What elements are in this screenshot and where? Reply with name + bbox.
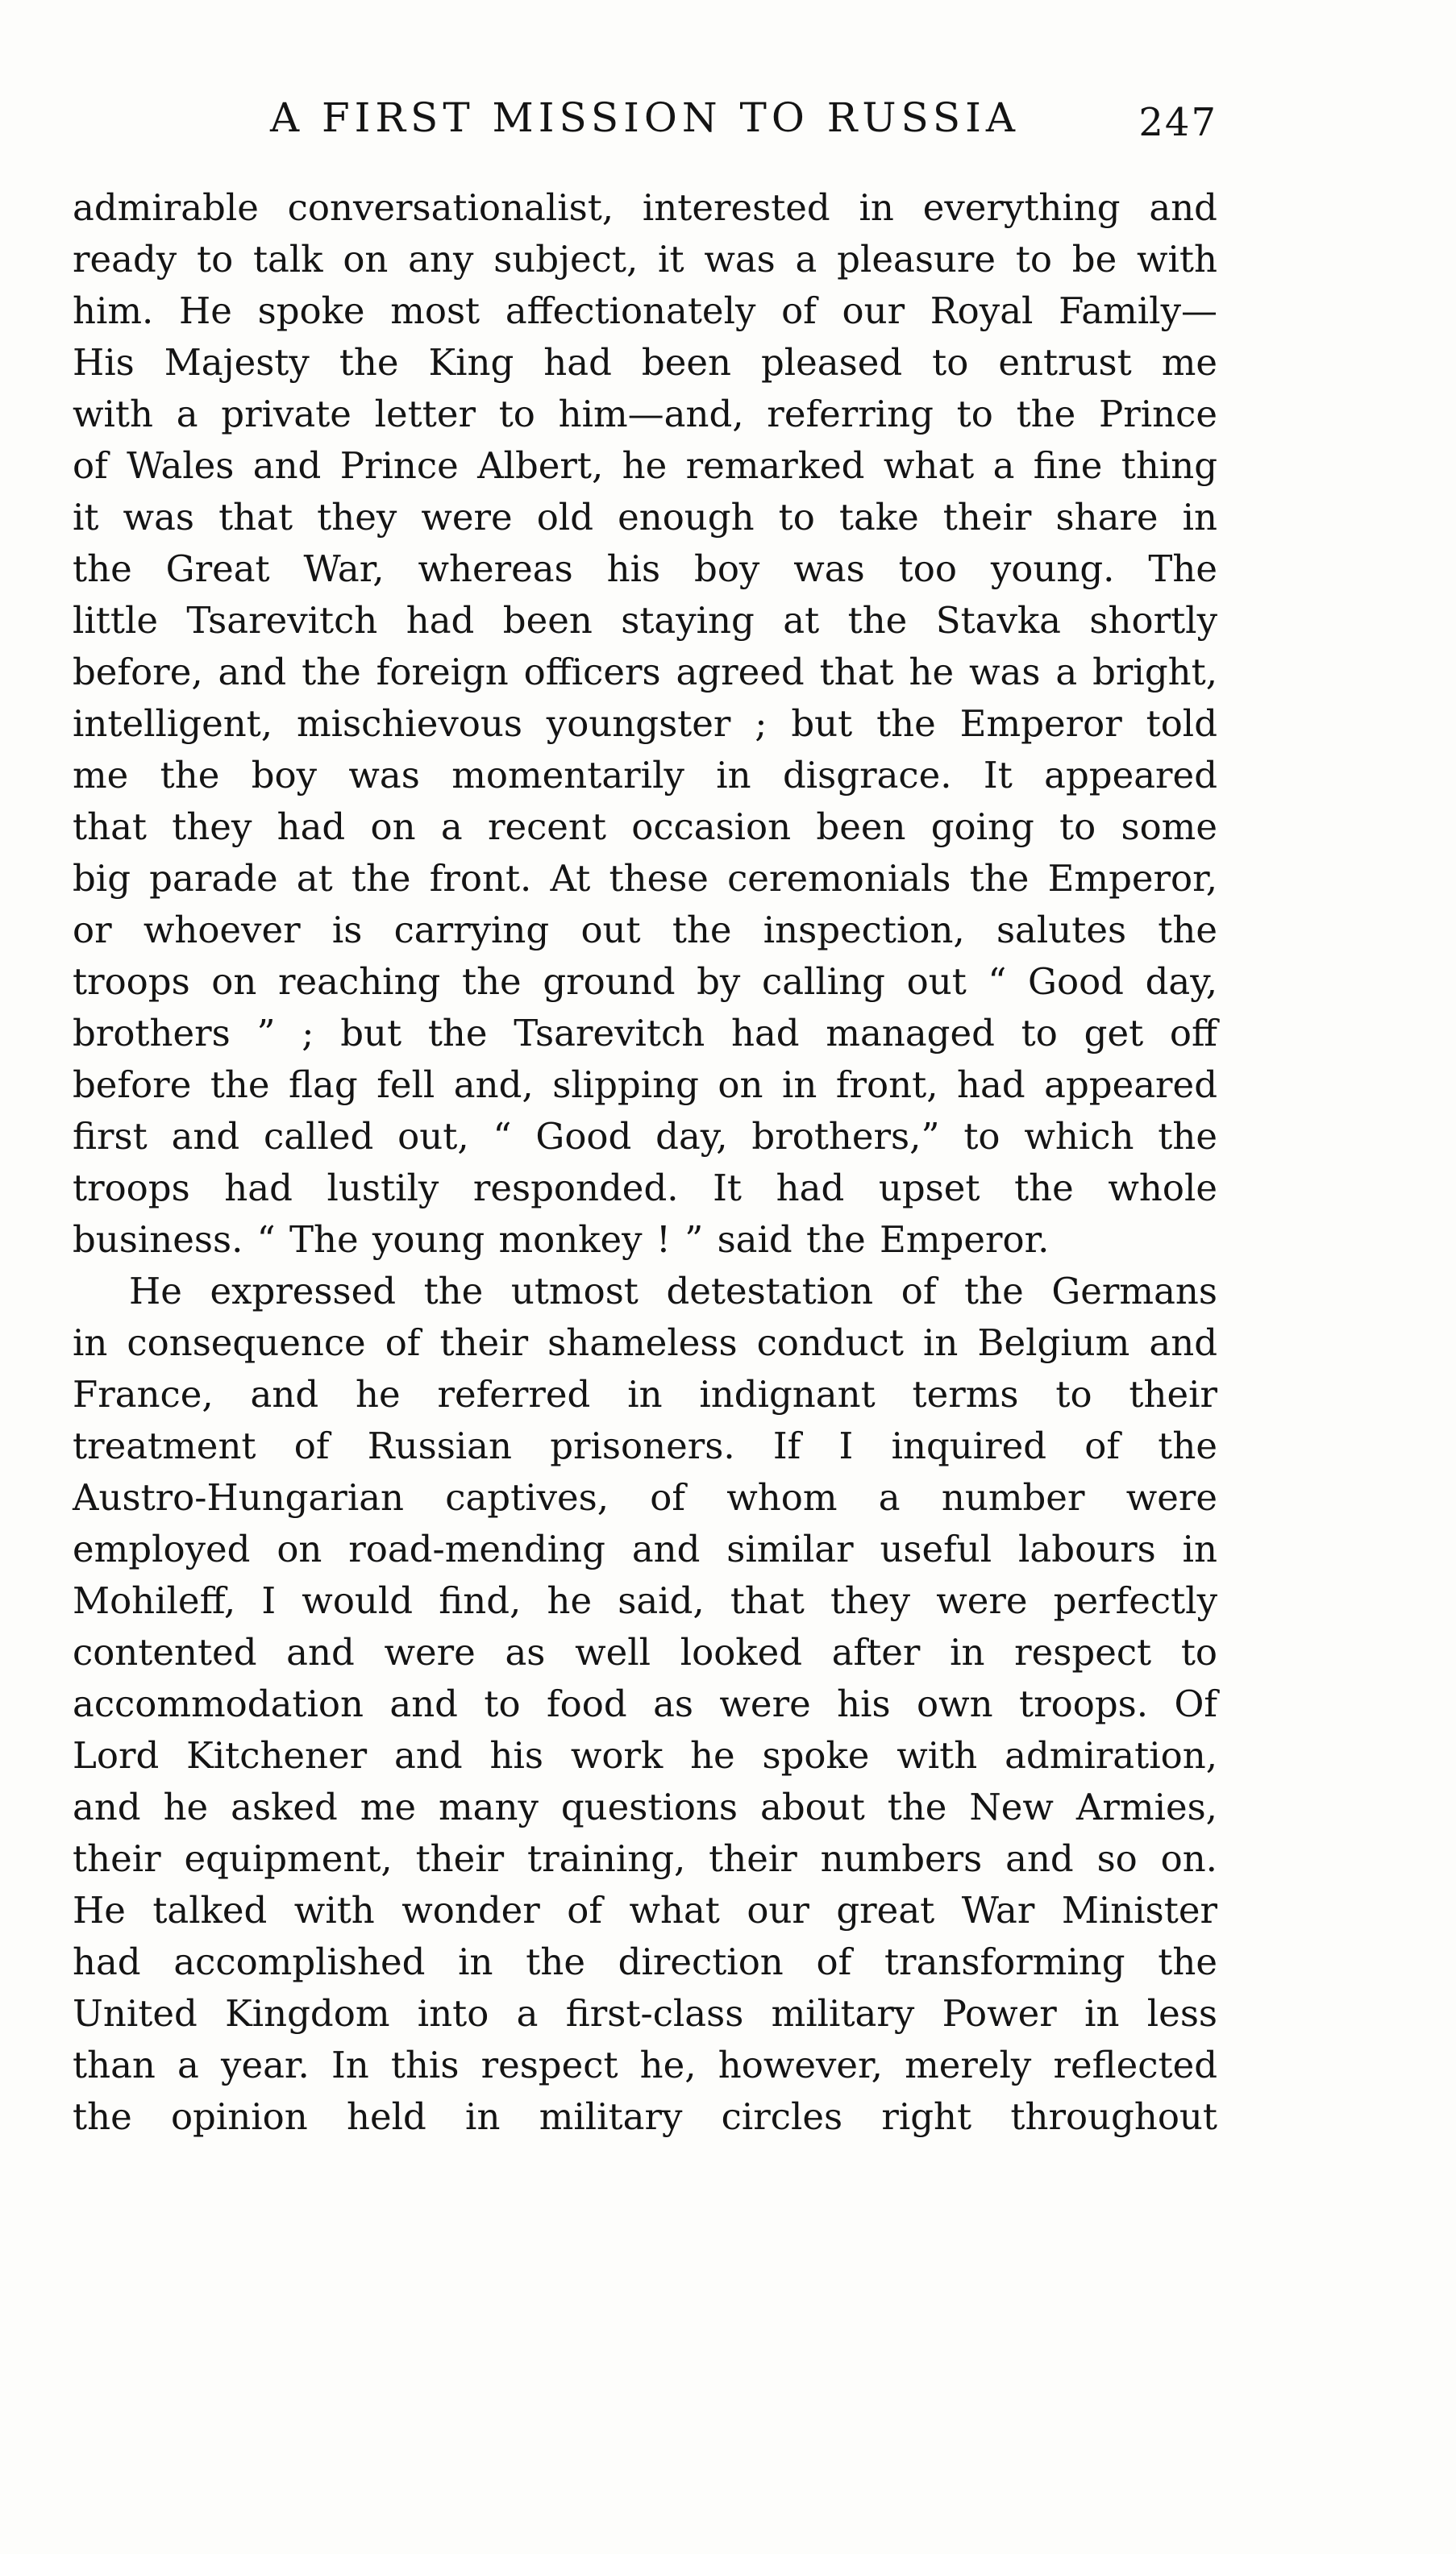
text-line: big parade at the front. At these ceremonials the Emperor, <box>73 857 1217 900</box>
text-line: He talked with wonder of what our great War Minister <box>73 1889 1217 1932</box>
text-line: their equipment, their training, their numbers and so on. <box>73 1837 1217 1880</box>
text-line: me the boy was momentarily in disgrace. It appeared <box>73 754 1217 797</box>
text-line: with a private letter to him—and, referring to the Prince <box>73 393 1217 435</box>
text-line: first and called out, “ Good day, brothers,” to which the <box>73 1115 1217 1158</box>
text-line: Lord Kitchener and his work he spoke with admiration, <box>73 1734 1217 1777</box>
text-line: than a year. In this respect he, however, merely reflected <box>73 2044 1217 2086</box>
text-line: United Kingdom into a first-class military Power in less <box>73 1992 1217 2035</box>
text-line: intelligent, mischievous youngster ; but the Emperor told <box>73 702 1217 745</box>
text-line: France, and he referred in indignant terms to their <box>73 1373 1217 1416</box>
text-line: of Wales and Prince Albert, he remarked what a fine thing <box>73 444 1217 487</box>
text-line: brothers ” ; but the Tsarevitch had managed to get off <box>73 1012 1217 1054</box>
text-line: troops had lustily responded. It had upset the whole <box>73 1167 1217 1209</box>
page-number: 247 <box>1138 100 1217 145</box>
text-line: that they had on a recent occasion been going to some <box>73 805 1217 848</box>
text-line: and he asked me many questions about the New Armies, <box>73 1786 1217 1828</box>
text-line: him. He spoke most affectionately of our Royal Family— <box>73 289 1217 332</box>
text-line: troops on reaching the ground by calling out “ Good day, <box>73 960 1217 1003</box>
text-line: little Tsarevitch had been staying at the Stavka shortly <box>73 599 1217 642</box>
running-head <box>73 94 1217 150</box>
text-line: employed on road-mending and similar useful labours in <box>73 1528 1217 1570</box>
text-line: treatment of Russian prisoners. If I inquired of the <box>73 1425 1217 1467</box>
text-line: ready to talk on any subject, it was a pleasure to be with <box>73 238 1217 281</box>
text-line: before the flag fell and, slipping on in front, had appeared <box>73 1063 1217 1106</box>
text-line: had accomplished in the direction of transforming the <box>73 1940 1217 1983</box>
text-line: it was that they were old enough to take their share in <box>73 496 1217 539</box>
text-line: contented and were as well looked after in respect to <box>73 1631 1217 1674</box>
text-line: Mohileff, I would find, he said, that they were perfectly <box>73 1579 1217 1622</box>
text-line: or whoever is carrying out the inspection, salutes the <box>73 909 1217 951</box>
text-line: the opinion held in military circles right throughout <box>73 2095 1217 2138</box>
text-line: He expressed the utmost detestation of the Germans <box>129 1270 1217 1312</box>
text-line: admirable conversationalist, interested in everything and <box>73 186 1217 229</box>
text-line: the Great War, whereas his boy was too young. The <box>73 547 1217 590</box>
text-line: in consequence of their shameless conduct in Belgium and <box>73 1321 1217 1364</box>
text-line: accommodation and to food as were his own troops. Of <box>73 1683 1217 1725</box>
text-line: Austro-Hungarian captives, of whom a number were <box>73 1476 1217 1519</box>
text-line: business. “ The young monkey ! ” said the Emperor. <box>73 1218 1050 1261</box>
chapter-title: A FIRST MISSION TO RUSSIA <box>269 94 1021 141</box>
text-line: His Majesty the King had been pleased to entrust me <box>73 341 1217 384</box>
body-text <box>73 182 1217 2143</box>
text-line: before, and the foreign officers agreed that he was a bright, <box>73 651 1217 693</box>
